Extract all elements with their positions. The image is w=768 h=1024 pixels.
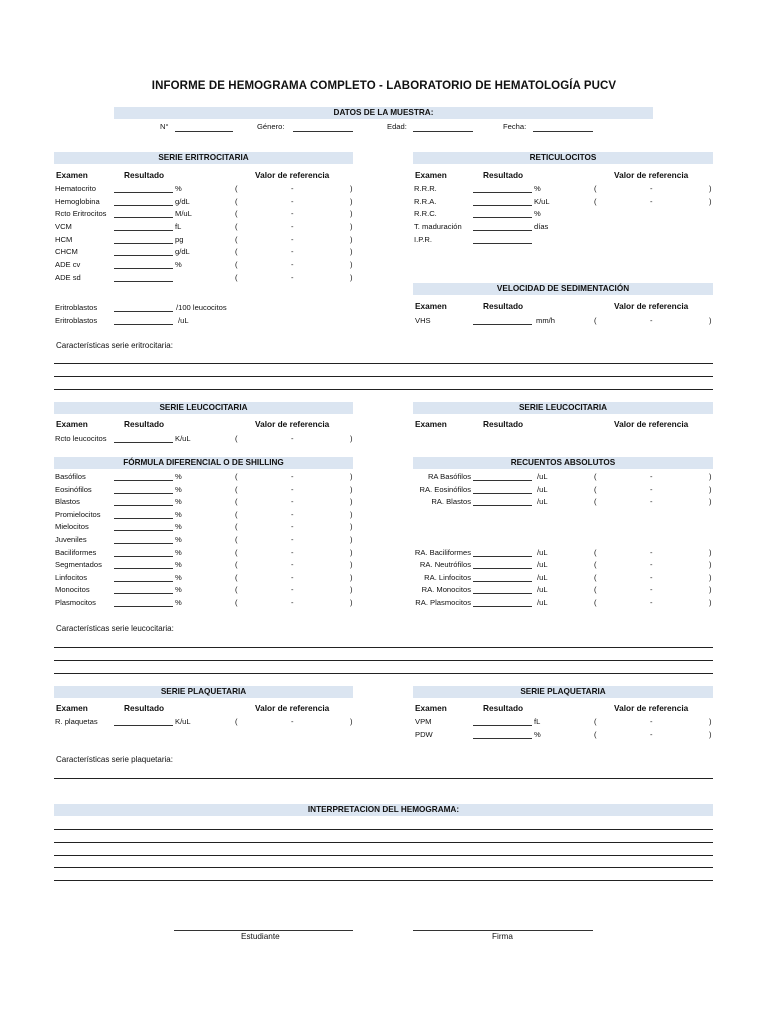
formula-row-name: Segmentados — [55, 560, 102, 569]
eritro-row-ref-dash: - — [291, 184, 294, 193]
formula-row-ref-dash: - — [291, 497, 294, 506]
ra-row-result-field[interactable] — [473, 480, 532, 481]
formula-row-result-field[interactable] — [114, 543, 173, 544]
numero-label: N° — [160, 122, 169, 131]
leuco-left-resultado-header: Resultado — [124, 419, 165, 429]
vhs-name: VHS — [415, 316, 431, 325]
eritroblastos-field[interactable] — [114, 311, 173, 312]
formula-row-ref-close: ) — [350, 485, 353, 494]
leuco-right-examen-header: Examen — [415, 419, 447, 429]
plaq-right-result-field[interactable] — [473, 738, 532, 739]
numero-field[interactable] — [175, 131, 233, 132]
plaq-left-examen-header: Examen — [56, 703, 88, 713]
formula-row-unit: % — [175, 560, 182, 569]
retic-row-ref-close: ) — [709, 197, 712, 206]
serie-plaquetaria-header-left: SERIE PLAQUETARIA — [54, 686, 353, 698]
caracteristicas-plaquetaria-label: Características serie plaquetaria: — [56, 755, 173, 764]
ra-row-name: RA. Linfocitos — [424, 573, 471, 582]
ra-row-ref-open: ( — [594, 485, 597, 494]
vhs-result-field[interactable] — [473, 324, 532, 325]
retic-row-name: I.P.R. — [414, 235, 433, 244]
retic-row-unit: % — [534, 209, 541, 218]
formula-row-ref-open: ( — [235, 573, 238, 582]
formula-row-ref-close: ) — [350, 510, 353, 519]
serie-leucocitaria-header-right: SERIE LEUCOCITARIA — [413, 402, 713, 414]
ra-row-result-field[interactable] — [473, 581, 532, 582]
ra-row-name: RA Basófilos — [427, 472, 471, 481]
rcto-leucocitos-ref-open: ( — [235, 434, 238, 443]
eritro-row-ref-close: ) — [350, 273, 353, 282]
datos-muestra-header: DATOS DE LA MUESTRA: — [114, 107, 653, 119]
retic-row-ref-dash: - — [650, 184, 653, 193]
formula-row-ref-open: ( — [235, 560, 238, 569]
plaq-left-resultado-header: Resultado — [124, 703, 165, 713]
leuco-notes-line[interactable] — [54, 673, 713, 674]
plaq-right-valor-referencia-header: Valor de referencia — [614, 703, 689, 713]
retic-row-result-field[interactable] — [473, 205, 532, 206]
retic-row-unit: % — [534, 184, 541, 193]
formula-row-ref-dash: - — [291, 485, 294, 494]
retic-row-result-field[interactable] — [473, 217, 532, 218]
formula-row-name: Mielocitos — [55, 522, 89, 531]
formula-row-ref-close: ) — [350, 535, 353, 544]
plaq-right-name: VPM — [415, 717, 432, 726]
ra-row-result-field[interactable] — [473, 505, 532, 506]
ra-row-ref-open: ( — [594, 573, 597, 582]
formula-row-ref-open: ( — [235, 485, 238, 494]
eritro-row-unit: % — [175, 260, 182, 269]
plaq-right-ref-dash: - — [650, 717, 653, 726]
ra-row-ref-open: ( — [594, 598, 597, 607]
eritro-row-ref-open: ( — [235, 222, 238, 231]
eritro-row-result-field[interactable] — [114, 205, 173, 206]
formula-row-ref-dash: - — [291, 510, 294, 519]
plaq-right-ref-close: ) — [709, 730, 712, 739]
ra-row-ref-close: ) — [709, 585, 712, 594]
interp-line[interactable] — [54, 867, 713, 868]
formula-row-name: Linfocitos — [55, 573, 88, 582]
formula-row-ref-close: ) — [350, 598, 353, 607]
fecha-label: Fecha: — [503, 122, 527, 131]
formula-row-ref-close: ) — [350, 522, 353, 531]
formula-row-ref-open: ( — [235, 585, 238, 594]
ra-row-result-field[interactable] — [473, 493, 532, 494]
ra-row-ref-open: ( — [594, 497, 597, 506]
eritro-row-ref-close: ) — [350, 247, 353, 256]
ra-row-name: RA. Blastos — [431, 497, 471, 506]
eritro-row-unit: fL — [175, 222, 182, 231]
eritroblastos-unit: /100 leucocitos — [176, 303, 227, 312]
caracteristicas-leucocitaria-label: Características serie leucocitaria: — [56, 624, 174, 633]
formula-row-ref-close: ) — [350, 585, 353, 594]
eritro-row-ref-open: ( — [235, 197, 238, 206]
plaq-right-name: PDW — [415, 730, 433, 739]
rcto-plaquetas-ref-close: ) — [350, 717, 353, 726]
eritro-row-result-field[interactable] — [114, 243, 173, 244]
rcto-plaquetas-ref-open: ( — [235, 717, 238, 726]
eritro-row-result-field[interactable] — [114, 268, 173, 269]
interp-line[interactable] — [54, 880, 713, 881]
formula-row-unit: % — [175, 497, 182, 506]
formula-row-unit: % — [175, 472, 182, 481]
formula-row-unit: % — [175, 510, 182, 519]
ra-row-ref-open: ( — [594, 548, 597, 557]
eritroblastos-name: Eritroblastos — [55, 303, 98, 312]
vhs-resultado-header: Resultado — [483, 301, 524, 311]
formula-row-result-field[interactable] — [114, 581, 173, 582]
formula-row-ref-open: ( — [235, 472, 238, 481]
rcto-plaquetas-name: R. plaquetas — [55, 717, 98, 726]
retic-row-unit: días — [534, 222, 549, 231]
formula-row-name: Plasmocitos — [55, 598, 96, 607]
ra-row-unit: /uL — [537, 560, 548, 569]
retic-row-unit: K/uL — [534, 197, 550, 206]
ra-row-ref-dash: - — [650, 598, 653, 607]
formula-row-result-field[interactable] — [114, 518, 173, 519]
eritro-row-ref-dash: - — [291, 197, 294, 206]
formula-row-ref-dash: - — [291, 598, 294, 607]
eritro-row-ref-dash: - — [291, 209, 294, 218]
formula-row-ref-open: ( — [235, 497, 238, 506]
eritro-row-ref-close: ) — [350, 184, 353, 193]
ra-row-ref-open: ( — [594, 560, 597, 569]
plaq-right-ref-open: ( — [594, 730, 597, 739]
leuco-notes-line[interactable] — [54, 660, 713, 661]
formula-row-name: Basófilos — [55, 472, 86, 481]
eritro-row-unit: % — [175, 184, 182, 193]
genero-label: Género: — [257, 122, 285, 131]
retic-row-name: R.R.R. — [414, 184, 437, 193]
vhs-valor-referencia-header: Valor de referencia — [614, 301, 689, 311]
eritro-row-unit: g/dL — [175, 247, 190, 256]
leuco-right-valor-referencia-header: Valor de referencia — [614, 419, 689, 429]
ra-row-ref-close: ) — [709, 497, 712, 506]
ra-row-name: RA. Baciliformes — [414, 548, 471, 557]
reticulocitos-header: RETICULOCITOS — [413, 152, 713, 164]
plaq-notes-line[interactable] — [54, 778, 713, 779]
formula-row-result-field[interactable] — [114, 530, 173, 531]
eritro-row-name: VCM — [55, 222, 72, 231]
eritro-row-ref-dash: - — [291, 235, 294, 244]
vhs-examen-header: Examen — [415, 301, 447, 311]
eritro-row-name: Hemoglobina — [55, 197, 100, 206]
plaq-right-ref-dash: - — [650, 730, 653, 739]
formula-diferencial-header: FÓRMULA DIFERENCIAL O DE SHILLING — [54, 457, 353, 469]
ra-row-ref-dash: - — [650, 573, 653, 582]
ra-row-unit: /uL — [537, 598, 548, 607]
ra-row-unit: /uL — [537, 472, 548, 481]
vhs-header: VELOCIDAD DE SEDIMENTACIÓN — [413, 283, 713, 295]
ra-row-unit: /uL — [537, 548, 548, 557]
eritro-row-ref-close: ) — [350, 235, 353, 244]
formula-row-result-field[interactable] — [114, 606, 173, 607]
ra-row-result-field[interactable] — [473, 606, 532, 607]
eritro-row-ref-dash: - — [291, 260, 294, 269]
eritro-row-ref-dash: - — [291, 222, 294, 231]
eritro-row-ref-close: ) — [350, 197, 353, 206]
eritro-row-result-field[interactable] — [114, 255, 173, 256]
ra-row-name: RA. Monocitos — [421, 585, 471, 594]
ra-row-result-field[interactable] — [473, 593, 532, 594]
formula-row-unit: % — [175, 598, 182, 607]
formula-row-result-field[interactable] — [114, 505, 173, 506]
ra-row-unit: /uL — [537, 585, 548, 594]
eritro-row-unit: g/dL — [175, 197, 190, 206]
eritro-row-name: ADE cv — [55, 260, 81, 269]
formula-row-unit: % — [175, 548, 182, 557]
serie-plaquetaria-header-right: SERIE PLAQUETARIA — [413, 686, 713, 698]
formula-row-ref-open: ( — [235, 522, 238, 531]
formula-row-unit: % — [175, 535, 182, 544]
rcto-plaquetas-unit: K/uL — [175, 717, 191, 726]
formula-row-name: Eosinófilos — [55, 485, 92, 494]
ra-row-ref-open: ( — [594, 472, 597, 481]
ra-row-ref-dash: - — [650, 585, 653, 594]
ra-row-name: RA. Plasmocitos — [415, 598, 471, 607]
ra-row-ref-open: ( — [594, 585, 597, 594]
formula-row-result-field[interactable] — [114, 480, 173, 481]
interp-line[interactable] — [54, 842, 713, 843]
eritro-resultado-header: Resultado — [124, 170, 165, 180]
rcto-plaquetas-ref-dash: - — [291, 717, 294, 726]
ra-row-ref-close: ) — [709, 598, 712, 607]
caracteristicas-eritrocitaria-label: Características serie eritrocitaria: — [56, 341, 173, 350]
eritro-row-name: Rcto Eritrocitos — [55, 209, 107, 218]
firma-label: Firma — [492, 932, 513, 941]
plaq-right-resultado-header: Resultado — [483, 703, 524, 713]
retic-row-result-field[interactable] — [473, 243, 532, 244]
eritro-row-ref-close: ) — [350, 222, 353, 231]
leuco-left-examen-header: Examen — [56, 419, 88, 429]
ra-row-name: RA. Eosinófilos — [419, 485, 471, 494]
rcto-leucocitos-name: Rcto leucocitos — [55, 434, 107, 443]
formula-row-result-field[interactable] — [114, 593, 173, 594]
ra-row-ref-close: ) — [709, 485, 712, 494]
ra-row-ref-close: ) — [709, 472, 712, 481]
eritro-valor-referencia-header: Valor de referencia — [255, 170, 330, 180]
formula-row-name: Promielocitos — [55, 510, 101, 519]
formula-row-ref-dash: - — [291, 573, 294, 582]
formula-row-ref-close: ) — [350, 548, 353, 557]
eritro-row-result-field[interactable] — [114, 192, 173, 193]
vhs-ref-open: ( — [594, 316, 597, 325]
formula-row-ref-dash: - — [291, 472, 294, 481]
eritro-row-name: Hematocrito — [55, 184, 96, 193]
ra-row-ref-dash: - — [650, 497, 653, 506]
eritro-row-unit: M/uL — [175, 209, 192, 218]
plaq-right-unit: % — [534, 730, 541, 739]
formula-row-ref-close: ) — [350, 472, 353, 481]
genero-field[interactable] — [293, 131, 353, 132]
retic-valor-referencia-header: Valor de referencia — [614, 170, 689, 180]
ra-row-ref-dash: - — [650, 560, 653, 569]
ra-row-ref-close: ) — [709, 548, 712, 557]
eritro-row-ref-dash: - — [291, 273, 294, 282]
plaq-right-ref-close: ) — [709, 717, 712, 726]
plaq-right-ref-open: ( — [594, 717, 597, 726]
eritro-row-ref-open: ( — [235, 235, 238, 244]
ra-row-name: RA. Neutrófilos — [419, 560, 471, 569]
formula-row-result-field[interactable] — [114, 493, 173, 494]
formula-row-name: Monocitos — [55, 585, 90, 594]
ra-row-unit: /uL — [537, 485, 548, 494]
eritro-row-ref-open: ( — [235, 273, 238, 282]
ra-row-ref-dash: - — [650, 472, 653, 481]
eritro-notes-line[interactable] — [54, 376, 713, 377]
rcto-leucocitos-ref-dash: - — [291, 434, 294, 443]
ra-row-ref-dash: - — [650, 548, 653, 557]
report-title: INFORME DE HEMOGRAMA COMPLETO - LABORATORIO DE HEMATOLOGÍA PUCV — [151, 80, 617, 92]
formula-row-ref-dash: - — [291, 585, 294, 594]
interp-line[interactable] — [54, 855, 713, 856]
plaq-right-examen-header: Examen — [415, 703, 447, 713]
formula-row-ref-open: ( — [235, 535, 238, 544]
formula-row-ref-dash: - — [291, 535, 294, 544]
eritro-row-name: CHCM — [55, 247, 78, 256]
ra-row-result-field[interactable] — [473, 556, 532, 557]
eritroblastos-unit: /uL — [178, 316, 189, 325]
eritro-row-result-field[interactable] — [114, 281, 173, 282]
eritro-examen-header: Examen — [56, 170, 88, 180]
estudiante-label: Estudiante — [241, 932, 280, 941]
eritro-row-result-field[interactable] — [114, 217, 173, 218]
formula-row-ref-close: ) — [350, 573, 353, 582]
leuco-notes-line[interactable] — [54, 647, 713, 648]
eritro-row-result-field[interactable] — [114, 230, 173, 231]
formula-row-ref-close: ) — [350, 497, 353, 506]
ra-row-ref-dash: - — [650, 485, 653, 494]
retic-row-ref-open: ( — [594, 184, 597, 193]
ra-row-unit: /uL — [537, 573, 548, 582]
formula-row-result-field[interactable] — [114, 556, 173, 557]
edad-label: Edad: — [387, 122, 407, 131]
retic-row-ref-close: ) — [709, 184, 712, 193]
eritro-row-ref-open: ( — [235, 260, 238, 269]
retic-row-result-field[interactable] — [473, 192, 532, 193]
retic-row-result-field[interactable] — [473, 230, 532, 231]
rcto-leucocitos-result-field[interactable] — [114, 442, 173, 443]
retic-examen-header: Examen — [415, 170, 447, 180]
ra-row-unit: /uL — [537, 497, 548, 506]
eritro-row-ref-close: ) — [350, 209, 353, 218]
retic-row-name: R.R.C. — [414, 209, 437, 218]
formula-row-unit: % — [175, 522, 182, 531]
formula-row-name: Baciliformes — [55, 548, 97, 557]
eritro-row-ref-close: ) — [350, 260, 353, 269]
eritro-row-ref-dash: - — [291, 247, 294, 256]
formula-row-ref-dash: - — [291, 522, 294, 531]
serie-leucocitaria-header-left: SERIE LEUCOCITARIA — [54, 402, 353, 414]
eritro-row-name: ADE sd — [55, 273, 81, 282]
rcto-plaquetas-result-field[interactable] — [114, 725, 173, 726]
leuco-right-resultado-header: Resultado — [483, 419, 524, 429]
eritroblastos-name: Eritroblastos — [55, 316, 98, 325]
fecha-field[interactable] — [533, 131, 593, 132]
eritroblastos-field[interactable] — [114, 324, 173, 325]
plaq-right-unit: fL — [534, 717, 541, 726]
retic-resultado-header: Resultado — [483, 170, 524, 180]
plaq-right-result-field[interactable] — [473, 725, 532, 726]
edad-field[interactable] — [413, 131, 473, 132]
formula-row-result-field[interactable] — [114, 568, 173, 569]
ra-row-ref-close: ) — [709, 573, 712, 582]
retic-row-name: T. maduración — [414, 222, 462, 231]
formula-row-ref-open: ( — [235, 548, 238, 557]
eritro-row-ref-open: ( — [235, 209, 238, 218]
formula-row-unit: % — [175, 485, 182, 494]
leuco-left-valor-referencia-header: Valor de referencia — [255, 419, 330, 429]
formula-row-unit: % — [175, 585, 182, 594]
formula-row-ref-open: ( — [235, 510, 238, 519]
retic-row-ref-dash: - — [650, 197, 653, 206]
ra-row-result-field[interactable] — [473, 568, 532, 569]
vhs-ref-dash: - — [650, 316, 653, 325]
interpretacion-header: INTERPRETACION DEL HEMOGRAMA: — [54, 804, 713, 816]
formula-row-name: Blastos — [55, 497, 80, 506]
eritro-notes-line[interactable] — [54, 389, 713, 390]
retic-row-name: R.R.A. — [414, 197, 437, 206]
vhs-unit: mm/h — [536, 316, 555, 325]
rcto-leucocitos-unit: K/uL — [175, 434, 191, 443]
formula-row-ref-dash: - — [291, 560, 294, 569]
interp-line[interactable] — [54, 829, 713, 830]
recuentos-absolutos-header: RECUENTOS ABSOLUTOS — [413, 457, 713, 469]
formula-row-ref-open: ( — [235, 598, 238, 607]
eritro-row-unit: pg — [175, 235, 184, 244]
retic-row-ref-open: ( — [594, 197, 597, 206]
formula-row-name: Juveniles — [55, 535, 87, 544]
eritro-row-name: HCM — [55, 235, 73, 244]
rcto-leucocitos-ref-close: ) — [350, 434, 353, 443]
formula-row-ref-dash: - — [291, 548, 294, 557]
vhs-ref-close: ) — [709, 316, 712, 325]
eritro-notes-line[interactable] — [54, 363, 713, 364]
formula-row-ref-close: ) — [350, 560, 353, 569]
plaq-left-valor-referencia-header: Valor de referencia — [255, 703, 330, 713]
eritro-row-ref-open: ( — [235, 184, 238, 193]
serie-eritrocitaria-header: SERIE ERITROCITARIA — [54, 152, 353, 164]
eritro-row-ref-open: ( — [235, 247, 238, 256]
formula-row-unit: % — [175, 573, 182, 582]
ra-row-ref-close: ) — [709, 560, 712, 569]
